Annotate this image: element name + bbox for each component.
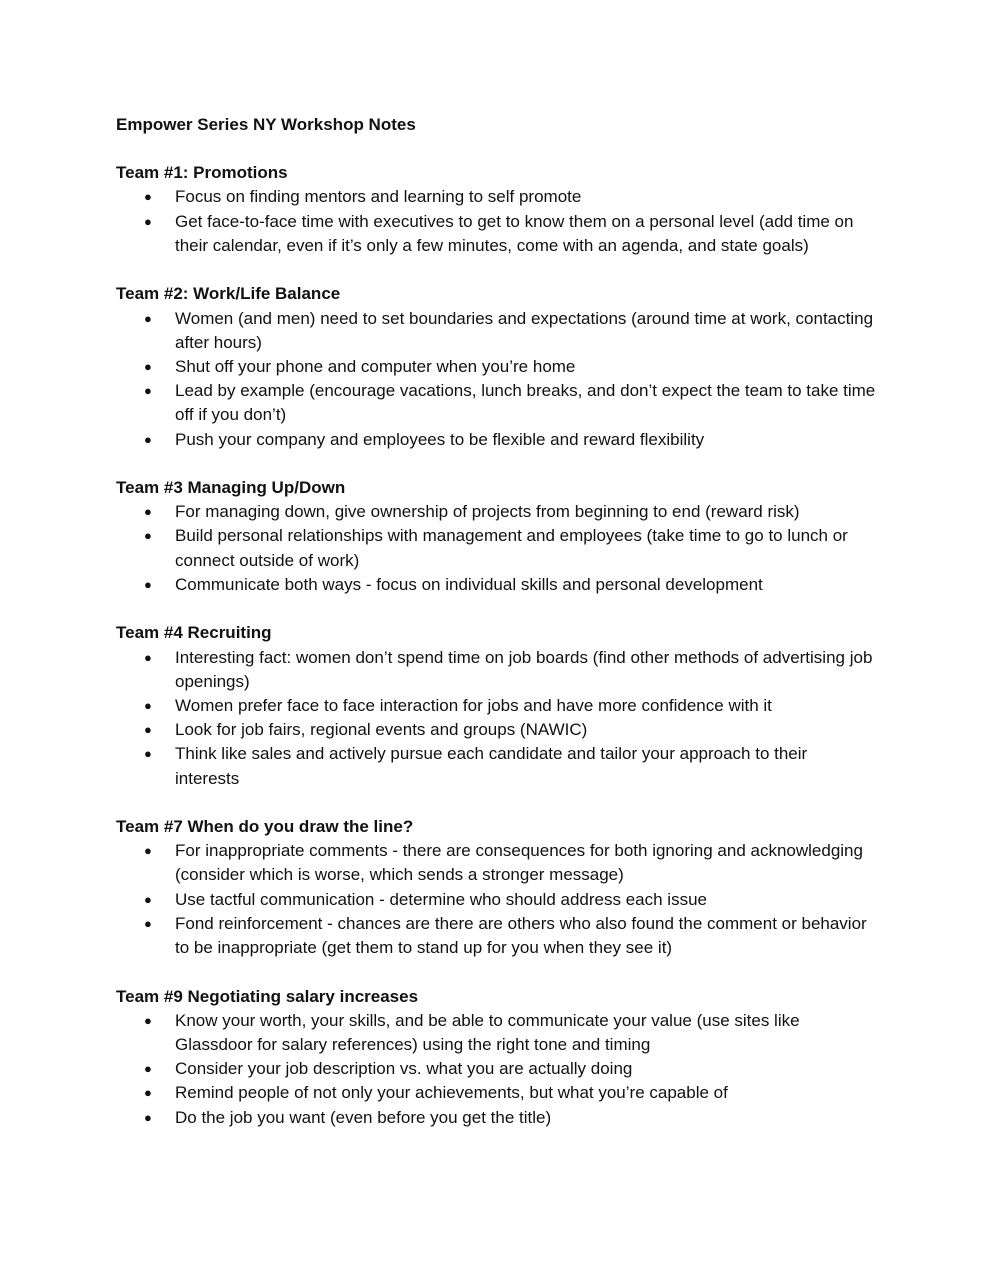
list-item xyxy=(116,185,876,209)
list-item xyxy=(116,888,876,912)
section-1 xyxy=(116,161,876,258)
section-heading: Team #3 Managing Up/Down xyxy=(116,478,346,498)
list-item-text: Shut off your phone and computer when you’re home xyxy=(175,356,576,376)
list-item xyxy=(116,307,876,355)
list-item xyxy=(116,646,876,694)
section-4 xyxy=(116,621,876,790)
bullet-list xyxy=(116,1009,876,1130)
list-item-text: Build personal relationships with management and employees (take time to go to lunch or connect outside of work) xyxy=(175,526,848,570)
list-item xyxy=(116,694,876,718)
bullet-icon: ● xyxy=(144,1109,152,1125)
section-heading: Team #4 Recruiting xyxy=(116,623,272,643)
list-item-text: Use tactful communication - determine who should address each issue xyxy=(175,889,707,909)
list-item-text: Know your worth, your skills, and be able to communicate your value (use sites like Glassdoor for salary references) using the right tone and timing xyxy=(175,1010,800,1054)
bullet-icon: ● xyxy=(144,576,152,592)
bullet-list xyxy=(116,839,876,960)
bullet-icon: ● xyxy=(144,843,152,859)
list-item-text: Lead by example (encourage vacations, lunch breaks, and don’t expect the team to take time off if you don’t) xyxy=(175,381,876,425)
list-item-text: Communicate both ways - focus on individual skills and personal development xyxy=(175,574,763,594)
section-heading: Team #7 When do you draw the line? xyxy=(116,817,414,837)
section-5 xyxy=(116,815,876,960)
bullet-list xyxy=(116,646,876,791)
list-item-text: Remind people of not only your achievements, but what you’re capable of xyxy=(175,1083,728,1103)
bullet-icon: ● xyxy=(144,213,152,229)
bullet-icon: ● xyxy=(144,310,152,326)
bullet-icon: ● xyxy=(144,1085,152,1101)
list-item-text: Think like sales and actively pursue each candidate and tailor your approach to their interests xyxy=(175,744,808,788)
list-item-text: Women prefer face to face interaction for jobs and have more confidence with it xyxy=(175,695,772,715)
bullet-icon: ● xyxy=(144,746,152,762)
document-page xyxy=(116,113,876,1154)
section-3 xyxy=(116,476,876,597)
list-item xyxy=(116,1081,876,1105)
list-item-text: Do the job you want (even before you get the title) xyxy=(175,1107,552,1127)
section-heading: Team #2: Work/Life Balance xyxy=(116,284,341,304)
list-item-text: Consider your job description vs. what you are actually doing xyxy=(175,1059,633,1079)
list-item-text: Fond reinforcement - chances are there are others who also found the comment or behavior to be inappropriate (get them to stand up for you when they see it) xyxy=(175,913,867,958)
list-item-text: Focus on finding mentors and learning to self promote xyxy=(175,187,582,207)
bullet-list xyxy=(116,500,876,597)
bullet-icon: ● xyxy=(144,1061,152,1077)
bullet-icon: ● xyxy=(144,891,152,907)
bullet-icon: ● xyxy=(144,358,152,374)
bullet-icon: ● xyxy=(144,915,152,931)
section-heading: Team #9 Negotiating salary increases xyxy=(116,986,419,1006)
list-item-text: Look for job fairs, regional events and groups (NAWIC) xyxy=(175,720,588,740)
list-item xyxy=(116,912,876,960)
list-item-text: Push your company and employees to be flexible and reward flexibility xyxy=(175,429,705,449)
sections-container xyxy=(116,161,876,1130)
list-item xyxy=(116,742,876,790)
list-item-text: Women (and men) need to set boundaries and expectations (around time at work, contacting after hours) xyxy=(175,308,874,352)
list-item-text: For inappropriate comments - there are consequences for both ignoring and acknowledging (consider which is worse, which sends a stronger message) xyxy=(175,841,863,885)
list-item xyxy=(116,1106,876,1130)
list-item xyxy=(116,718,876,742)
bullet-icon: ● xyxy=(144,504,152,520)
bullet-icon: ● xyxy=(144,528,152,544)
bullet-icon: ● xyxy=(144,649,152,665)
list-item xyxy=(116,573,876,597)
bullet-icon: ● xyxy=(144,431,152,447)
bullet-list xyxy=(116,307,876,452)
list-item-text: For managing down, give ownership of projects from beginning to end (reward risk) xyxy=(175,502,800,522)
list-item xyxy=(116,379,876,427)
section-6 xyxy=(116,985,876,1130)
bullet-icon: ● xyxy=(144,722,152,738)
list-item xyxy=(116,524,876,572)
section-heading: Team #1: Promotions xyxy=(116,163,288,183)
bullet-list xyxy=(116,185,876,258)
list-item-text: Interesting fact: women don’t spend time on job boards (find other methods of advertising job openings) xyxy=(175,647,873,691)
bullet-icon: ● xyxy=(144,1012,152,1028)
bullet-icon: ● xyxy=(144,189,152,205)
bullet-icon: ● xyxy=(144,383,152,399)
list-item xyxy=(116,839,876,887)
list-item xyxy=(116,428,876,452)
list-item xyxy=(116,1009,876,1057)
list-item xyxy=(116,1057,876,1081)
document-title: Empower Series NY Workshop Notes xyxy=(116,115,416,134)
list-item-text: Get face-to-face time with executives to get to know them on a personal level (add time on their calendar, even if it’s only a few minutes, come with an agenda, and state goals) xyxy=(175,211,854,255)
list-item xyxy=(116,355,876,379)
bullet-icon: ● xyxy=(144,697,152,713)
list-item xyxy=(116,500,876,524)
list-item xyxy=(116,210,876,258)
section-2 xyxy=(116,282,876,451)
